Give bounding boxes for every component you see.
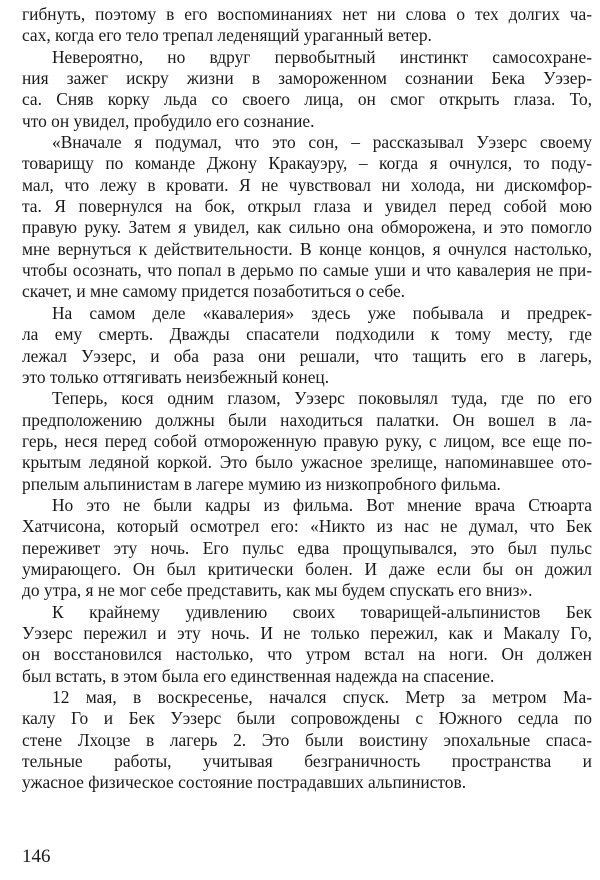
text-line: 12 мая, в воскресенье, начался спуск. Метр за метром Ма-	[52, 687, 592, 707]
text-line: был встать, в этом была его единственная надежда на спасение.	[22, 665, 495, 686]
text-line: мал, что лежу в кровати. Я не чувствовал ни холода, ни дискомфор-	[22, 174, 592, 195]
text-line: На самом деле «кавалерия» здесь уже побывала и предрек-	[52, 302, 592, 323]
text-line: Теперь, кося одним глазом, Уэзерс поковылял туда, где по его	[52, 388, 592, 409]
text-line: что он увидел, пробудило его сознание.	[22, 110, 315, 131]
text-line: крытым ледяной коркой. Это было ужасное зрелище, напоминавшее ото-	[22, 452, 592, 473]
text-line: тельные работы, учитывая безграничность пространства и	[22, 751, 592, 772]
text-line: Невероятно, но вдруг первобытный инстинкт самосохране-	[52, 46, 592, 67]
text-line: это только оттягивать неизбежный конец.	[22, 366, 330, 387]
text-line: та. Я повернулся на бок, открыл глаза и увидел перед собой мою	[22, 196, 592, 217]
text-line: переживет эту ночь. Его пульс едва прощупывался, это был пульс	[22, 537, 592, 558]
text-line: предположению должны были находиться палатки. Он вошел в ла-	[22, 409, 592, 430]
text-line: калу Го и Бек Уэзерс были сопровождены с Южного седла по	[22, 708, 592, 729]
text-line: мне вернуться к действительности. В конце концов, я очнулся настолько,	[22, 238, 592, 259]
text-line: до утра, я не мог себе представить, как мы будем спускать его вниз».	[22, 580, 533, 601]
text-line: гибнуть, поэтому в его воспоминаниях нет ни слова о тех долгих ча-	[22, 4, 592, 24]
body-text	[22, 4, 592, 794]
text-line: стене Лхоцзе в лагерь 2. Это были воистину эпохальные спаса-	[22, 729, 592, 750]
text-line: ужасное физическое состояние пострадавших альпинистов.	[22, 772, 467, 793]
text-line: лежал Уэзерс, и оба раза они решали, что тащить его в лагерь,	[22, 345, 592, 366]
text-line: умирающего. Он был критически болен. И даже если бы он дожил	[22, 558, 592, 579]
text-line: Хатчисона, который осмотрел его: «Никто из нас не думал, что Бек	[22, 516, 592, 537]
text-line: К крайнему удивлению своих товарищей-альпинистов Бек	[52, 601, 592, 622]
text-line: чтобы осознать, что попал в дерьмо по самые уши и что кавалерия не при-	[22, 260, 592, 281]
text-line: рпелым альпинистам в лагере мумию из низкопробного фильма.	[22, 473, 501, 494]
text-line: скачет, и мне самому придется позаботиться о себе.	[22, 281, 406, 302]
text-line: ла ему смерть. Дважды спасатели подходили к тому месту, где	[22, 324, 592, 345]
text-line: «Вначале я подумал, что это сон, – рассказывал Уэзерс своему	[52, 132, 592, 153]
text-line: Уэзерс пережил и эту ночь. И не только пережил, как и Макалу Го,	[22, 622, 592, 643]
text-line: сах, когда его тело трепал леденящий ураганный ветер.	[22, 25, 432, 46]
text-line: са. Сняв корку льда со своего лица, он смог открыть глаза. То,	[22, 89, 592, 110]
text-line: ния зажег искру жизни в замороженном сознании Бека Уэзер-	[22, 68, 592, 89]
text-line: товарищу по команде Джону Кракауэру, – когда я очнулся, то поду-	[22, 153, 592, 174]
text-line: он восстановился настолько, что утром встал на ноги. Он должен	[22, 644, 592, 665]
text-line: правую руку. Затем я увидел, как сильно она обморожена, и это помогло	[22, 217, 592, 238]
text-line: Но это не были кадры из фильма. Вот мнение врача Стюарта	[52, 494, 592, 515]
text-line: герь, неся перед собой отмороженную правую руку, с лицом, все еще по-	[22, 430, 592, 451]
page-number: 146	[22, 846, 51, 867]
